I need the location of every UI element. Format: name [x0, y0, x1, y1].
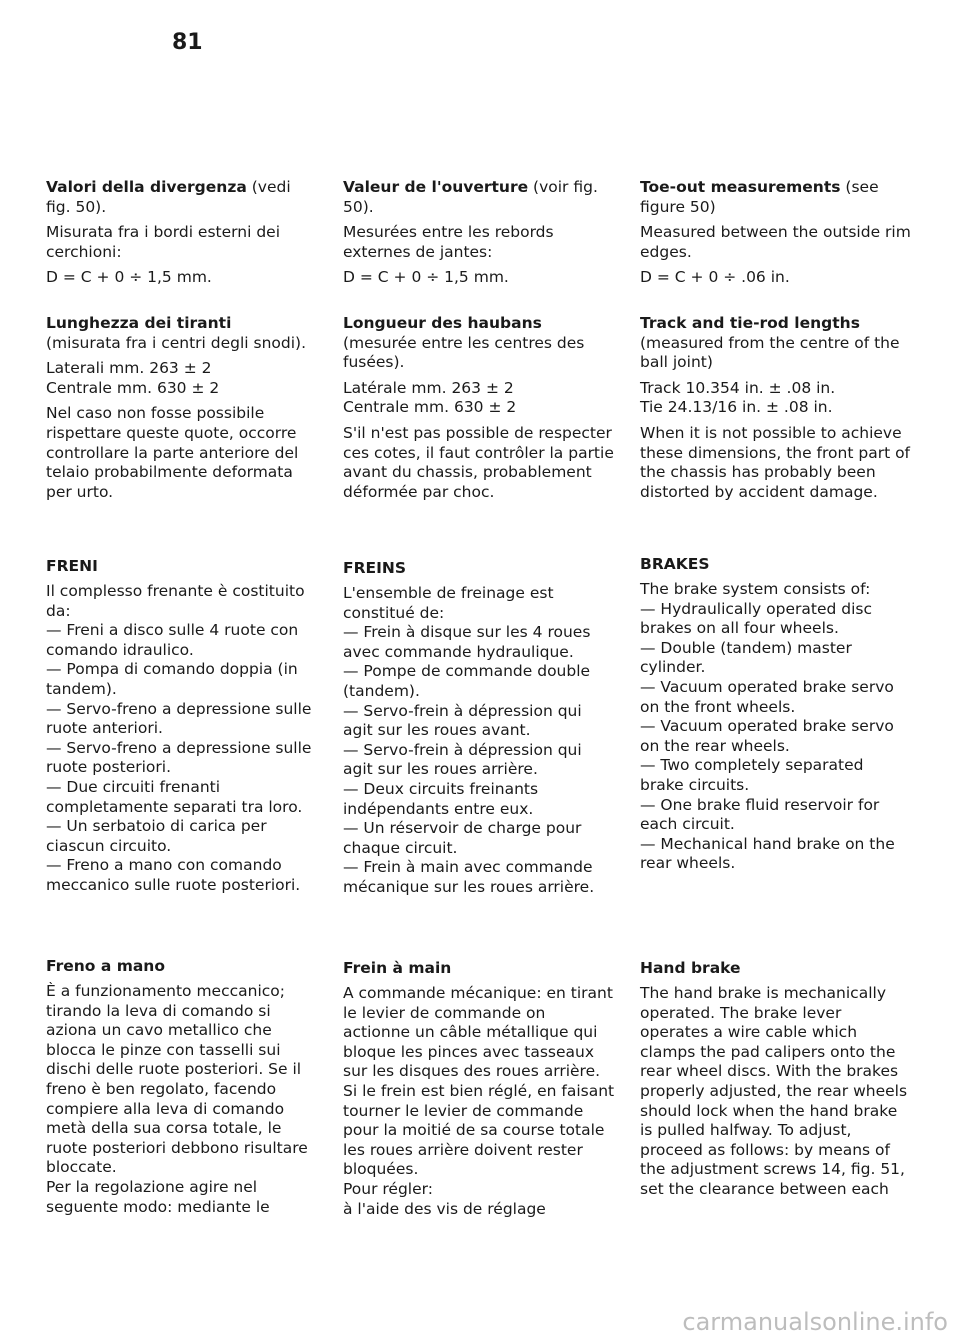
- brakes-text-it: Il complesso frenante è costituito da: — Freni a disco sulle 4 ruote con comando idraulico. — Pompa di comando doppia (in tandem). — Servo-freno a depressione sulle ruote anteriori. — Servo-freno a depressione sulle ruote posteriori. — Due circuiti frenanti completamente separati tra loro. — Un serbatoio di carica per ciascun circuito. — Freno a mano con comando meccanico sulle ruote posteriori.: [46, 582, 312, 894]
- divergence-text-en: Measured between the outside rim edges.: [640, 223, 911, 261]
- brakes-title-en: BRAKES: [640, 555, 710, 573]
- section-tie-rods-en: [640, 314, 912, 502]
- tie-rods-text-fr: S'il n'est pas possible de respecter ces cotes, il faut contrôler la partie avant du chassis, probablement déformée par choc.: [343, 423, 614, 501]
- tie-rods-title-en: Track and tie-rod lengths: [640, 314, 860, 332]
- divergence-heading-it: [46, 178, 318, 217]
- tie-rods-note-en: (measured from the centre of the ball joint): [640, 333, 900, 372]
- divergence-formula-it: D = C + 0 ÷ 1,5 mm.: [46, 268, 212, 287]
- divergence-heading-en: [640, 178, 912, 217]
- tie-rods-note-fr: (mesurée entre les centres des fusées).: [343, 333, 585, 372]
- brakes-text-en: The brake system consists of: — Hydraulically operated disc brakes on all four wheels. — Double (tandem) master cylinder. — Vacuum operated brake servo on the front wheels. — Vacuum operated brake servo on the rear wheels. — Two completely separated brake circuits. — One brake fluid reservoir for each circuit. — Mechanical hand brake on the rear wheels.: [640, 580, 895, 873]
- brakes-title-fr: FREINS: [343, 559, 407, 577]
- brakes-text-fr: L'ensemble de freinage est constitué de: — Frein à disque sur les 4 roues avec commande hydraulique. — Pompe de commande double (tandem). — Servo-frein à dépression qui agit sur les roues avant. — Servo-frein à dépression qui agit sur les roues arrière. — Deux circuits freinants indépendants entre eux. — Un réservoir de charge pour chaque circuit. — Frein à main avec commande mécanique sur les roues arrière.: [343, 584, 595, 896]
- section-brakes-fr: [343, 558, 615, 898]
- hand-brake-text-en: The hand brake is mechanically operated. The brake lever operates a wire cable which clamps the pad calipers onto the rear wheel discs. With the brakes properly adjusted, the rear wheels should lock when the hand brake is pulled halfway. To adjust, proceed as follows: by means of the adjustment screws 14, fig. 51, set the clearance between each: [640, 984, 908, 1198]
- section-divergence-it: [46, 178, 318, 288]
- section-brakes-it: [46, 556, 318, 896]
- section-tie-rods-it: [46, 314, 318, 502]
- tie-rods-text-en: When it is not possible to achieve these dimensions, the front part of the chassis has probably been distorted by accident damage.: [640, 423, 911, 501]
- divergence-text-fr: Mesurées entre les rebords externes de jantes:: [343, 223, 554, 261]
- tie-rods-note-it: (misurata fra i centri degli snodi).: [46, 333, 307, 352]
- divergence-title-fr: Valeur de l'ouverture: [343, 178, 529, 196]
- divergence-ref-fr: (voir fig. 50).: [343, 178, 598, 216]
- hand-brake-title-it: Freno a mano: [46, 957, 165, 975]
- section-divergence-en: [640, 178, 912, 288]
- section-divergence-fr: [343, 178, 615, 288]
- section-hand-brake-en: [640, 958, 912, 1200]
- divergence-title-it: Valori della divergenza: [46, 178, 247, 196]
- hand-brake-title-en: Hand brake: [640, 959, 741, 977]
- tie-rods-values-en: Track 10.354 in. ± .08 in. Tie 24.13/16 in. ± .08 in.: [640, 378, 836, 417]
- tie-rods-title-it: Lunghezza dei tiranti: [46, 314, 232, 332]
- tie-rods-values-fr: Latérale mm. 263 ± 2 Centrale mm. 630 ± 2: [343, 378, 517, 417]
- section-hand-brake-it: [46, 956, 318, 1217]
- hand-brake-text-fr: A commande mécanique: en tirant le levier de commande on actionne un câble métallique qui bloque les pinces avec tasseaux sur les disques des roues arrière. Si le frein est bien réglé, en faisant tourner le levier de commande pour la moitié de sa course totale les roues arrière doivent rester bloquées. Pour régler: à l'aide des vis de réglage: [343, 984, 615, 1218]
- divergence-formula-fr: D = C + 0 ÷ 1,5 mm.: [343, 268, 509, 287]
- section-tie-rods-fr: [343, 314, 615, 502]
- section-brakes-en: [640, 554, 912, 874]
- brakes-title-it: FRENI: [46, 557, 98, 575]
- watermark-text: carmanualsonline.info: [682, 1308, 948, 1336]
- page-number: 81: [172, 30, 203, 55]
- divergence-ref-en: (see figure 50): [640, 178, 879, 216]
- tie-rods-title-fr: Longueur des haubans: [343, 314, 542, 332]
- section-hand-brake-fr: [343, 958, 615, 1219]
- divergence-heading-fr: [343, 178, 615, 217]
- tie-rods-text-it: Nel caso non fosse possibile rispettare queste quote, occorre controllare la parte anteriore del telaio probabilmente deformata per urto.: [46, 404, 299, 501]
- hand-brake-text-it: È a funzionamento meccanico; tirando la leva di comando si aziona un cavo metallico che blocca le pinze con tasselli sui dischi delle ruote posteriori. Se il freno è ben regolato, facendo compiere alla leva di comando metà della sua corsa totale, le ruote posteriori debbono risultare bloccate. Per la regolazione agire nel seguente modo: mediante le: [46, 982, 308, 1216]
- hand-brake-title-fr: Frein à main: [343, 959, 452, 977]
- divergence-text-it: Misurata fra i bordi esterni dei cerchioni:: [46, 223, 280, 261]
- divergence-ref-it: (vedi fig. 50).: [46, 178, 291, 216]
- tie-rods-values-it: Laterali mm. 263 ± 2 Centrale mm. 630 ± 2: [46, 359, 220, 397]
- divergence-title-en: Toe-out measurements: [640, 178, 841, 196]
- divergence-formula-en: D = C + 0 ÷ .06 in.: [640, 268, 790, 287]
